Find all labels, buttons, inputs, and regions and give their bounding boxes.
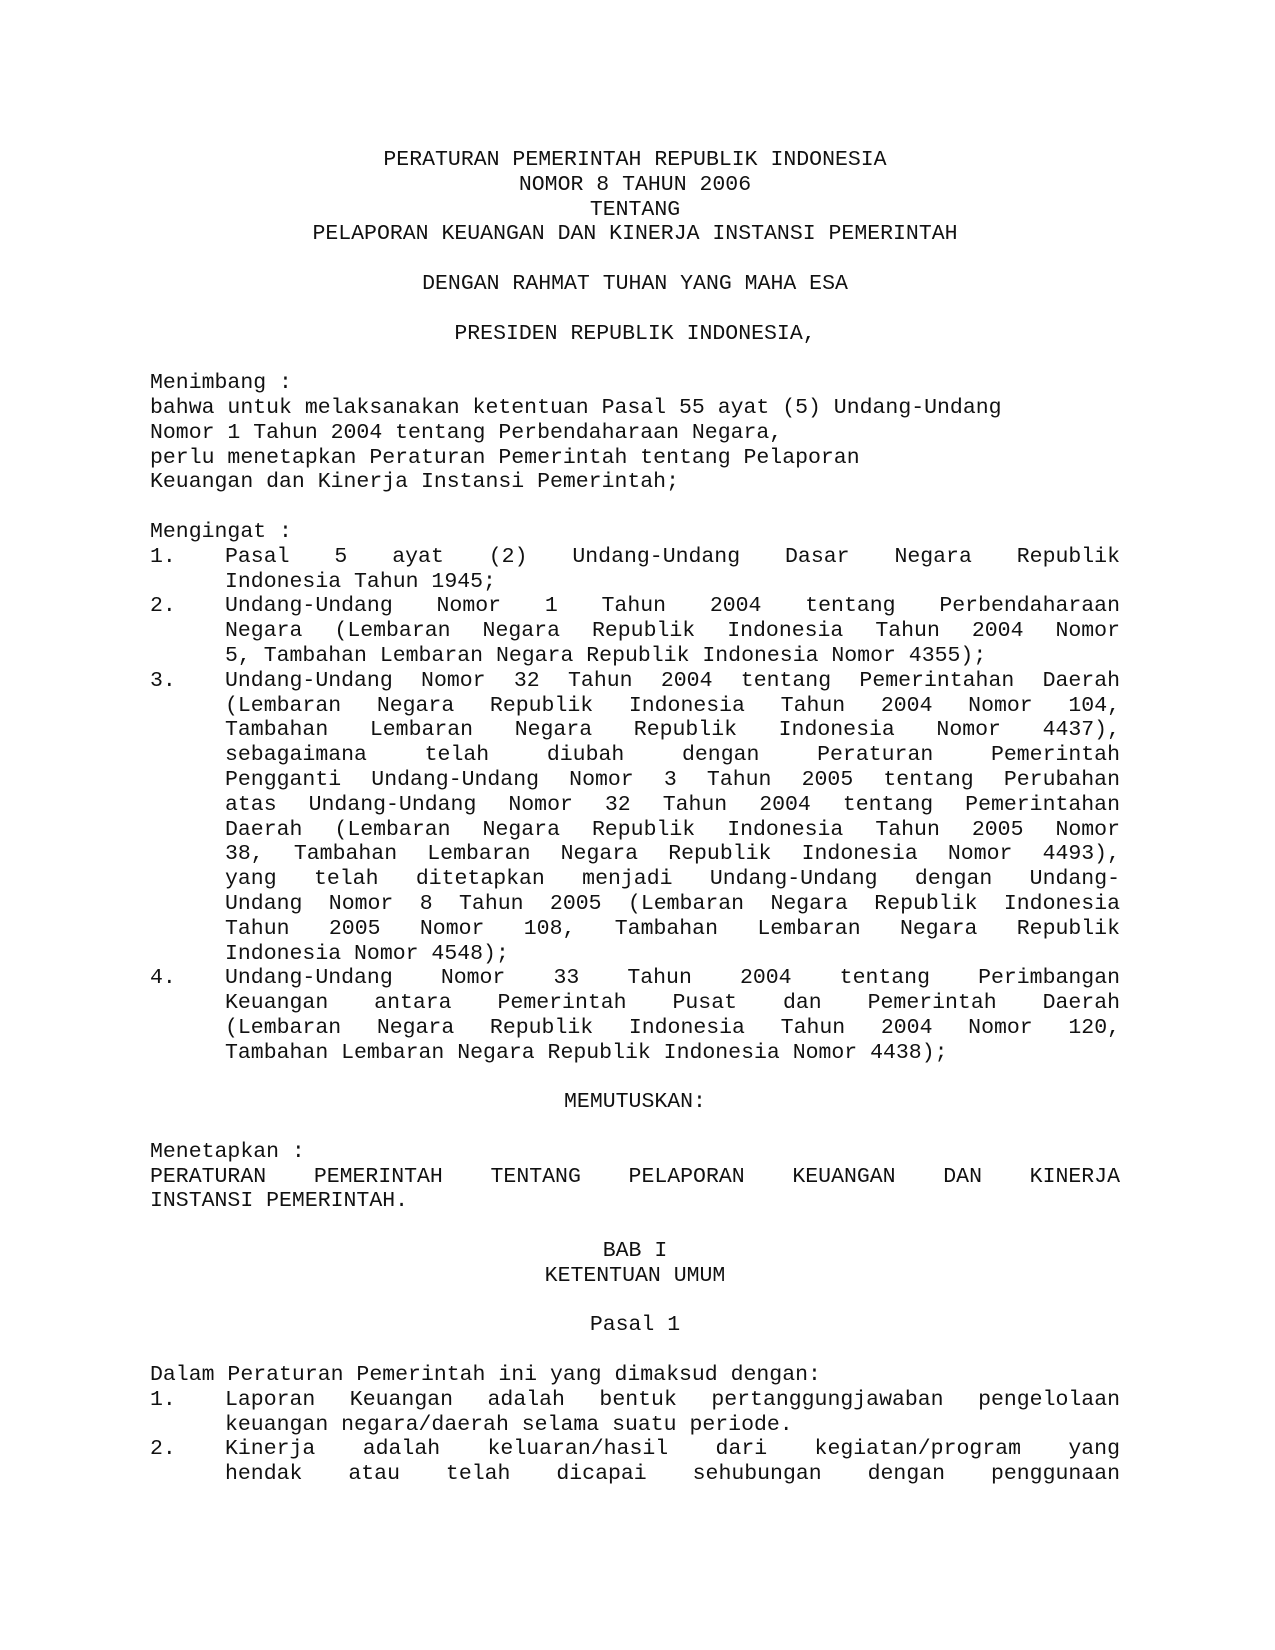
item-line: sebagaimana telah diubah dengan Peraturan Pemerintah xyxy=(225,743,1120,768)
item-line: 5, Tambahan Lembaran Negara Republik Indonesia Nomor 4355); xyxy=(225,643,987,668)
item-number: 4. xyxy=(150,966,176,991)
pasal-1-section xyxy=(150,1363,1120,1487)
item-line: Indonesia Nomor 4548); xyxy=(225,941,509,966)
item-line: Indonesia Tahun 1945; xyxy=(225,569,496,594)
list-item xyxy=(150,1437,1120,1487)
blessing-line: DENGAN RAHMAT TUHAN YANG MAHA ESA xyxy=(422,271,848,296)
item-line: Tambahan Lembaran Negara Republik Indonesia Nomor 4438); xyxy=(225,1040,948,1065)
bab-number: BAB I xyxy=(602,1239,668,1264)
item-line: keuangan negara/daerah selama suatu periode. xyxy=(225,1412,793,1437)
menetapkan-section xyxy=(150,1140,1120,1214)
president-line: PRESIDEN REPUBLIK INDONESIA, xyxy=(454,321,816,346)
list-item xyxy=(150,545,1120,595)
list-item xyxy=(150,594,1120,668)
item-number: 3. xyxy=(150,668,176,693)
menimbang-line: perlu menetapkan Peraturan Pemerintah tentang Pelaporan xyxy=(150,445,860,470)
mengingat-label: Mengingat : xyxy=(150,519,292,544)
regulation-number: NOMOR 8 TAHUN 2006 xyxy=(518,172,752,197)
item-line: Negara (Lembaran Negara Republik Indonesia Tahun 2004 Nomor xyxy=(225,619,1120,644)
item-number: 1. xyxy=(150,544,176,569)
regulation-tentang: TENTANG xyxy=(589,197,681,222)
list-item xyxy=(150,669,1120,967)
item-line: Undang-Undang Nomor 33 Tahun 2004 tentang Perimbangan xyxy=(225,966,1120,991)
item-number: 2. xyxy=(150,594,176,619)
regulation-subject: PELAPORAN KEUANGAN DAN KINERJA INSTANSI PEMERINTAH xyxy=(312,222,958,247)
mengingat-section xyxy=(150,520,1120,1066)
pasal-title: Pasal 1 xyxy=(589,1313,681,1338)
document-body xyxy=(150,148,1120,1487)
menimbang-line: Keuangan dan Kinerja Instansi Pemerintah; xyxy=(150,470,679,495)
item-line: Pasal 5 ayat (2) Undang-Undang Dasar Negara Republik xyxy=(225,544,1120,569)
item-line: Tahun 2005 Nomor 108, Tambahan Lembaran Negara Republik xyxy=(225,916,1120,941)
memutuskan-heading: MEMUTUSKAN: xyxy=(564,1090,706,1115)
menimbang-line: Nomor 1 Tahun 2004 tentang Perbendaharaan Negara, xyxy=(150,420,783,445)
menetapkan-line: PERATURAN PEMERINTAH TENTANG PELAPORAN KEUANGAN DAN KINERJA xyxy=(150,1164,1120,1189)
item-line: Undang-Undang Nomor 32 Tahun 2004 tentang Pemerintahan Daerah xyxy=(225,668,1120,693)
pasal-intro: Dalam Peraturan Pemerintah ini yang dimaksud dengan: xyxy=(150,1363,821,1388)
item-number: 1. xyxy=(150,1387,176,1412)
item-line: Undang-Undang Nomor 1 Tahun 2004 tentang Perbendaharaan xyxy=(225,594,1120,619)
list-item xyxy=(150,1388,1120,1438)
item-line: hendak atau telah dicapai sehubungan dengan penggunaan xyxy=(225,1462,1120,1487)
menimbang-section xyxy=(150,371,1120,495)
item-line: atas Undang-Undang Nomor 32 Tahun 2004 tentang Pemerintahan xyxy=(225,792,1120,817)
menimbang-label: Menimbang : xyxy=(150,371,292,396)
item-line: Kinerja adalah keluaran/hasil dari kegiatan/program yang xyxy=(225,1437,1120,1462)
menetapkan-line: INSTANSI PEMERINTAH. xyxy=(150,1189,409,1214)
menetapkan-label: Menetapkan : xyxy=(150,1139,305,1164)
item-line: Undang Nomor 8 Tahun 2005 (Lembaran Negara Republik Indonesia xyxy=(225,891,1120,916)
item-line: Laporan Keuangan adalah bentuk pertanggungjawaban pengelolaan xyxy=(225,1387,1120,1412)
list-item xyxy=(150,966,1120,1065)
bab-title: KETENTUAN UMUM xyxy=(544,1263,726,1288)
item-line: 38, Tambahan Lembaran Negara Republik Indonesia Nomor 4493), xyxy=(225,842,1120,867)
menimbang-line: bahwa untuk melaksanakan ketentuan Pasal 55 ayat (5) Undang-Undang xyxy=(150,395,1002,420)
item-line: Pengganti Undang-Undang Nomor 3 Tahun 2005 tentang Perubahan xyxy=(225,767,1120,792)
item-line: (Lembaran Negara Republik Indonesia Tahun 2004 Nomor 104, xyxy=(225,693,1120,718)
item-number: 2. xyxy=(150,1437,176,1462)
item-line: Keuangan antara Pemerintah Pusat dan Pemerintah Daerah xyxy=(225,991,1120,1016)
item-line: (Lembaran Negara Republik Indonesia Tahun 2004 Nomor 120, xyxy=(225,1015,1120,1040)
regulation-title: PERATURAN PEMERINTAH REPUBLIK INDONESIA xyxy=(383,148,887,172)
item-line: Daerah (Lembaran Negara Republik Indonesia Tahun 2005 Nomor xyxy=(225,817,1120,842)
item-line: Tambahan Lembaran Negara Republik Indonesia Nomor 4437), xyxy=(225,718,1120,743)
item-line: yang telah ditetapkan menjadi Undang-Undang dengan Undang- xyxy=(225,867,1120,892)
